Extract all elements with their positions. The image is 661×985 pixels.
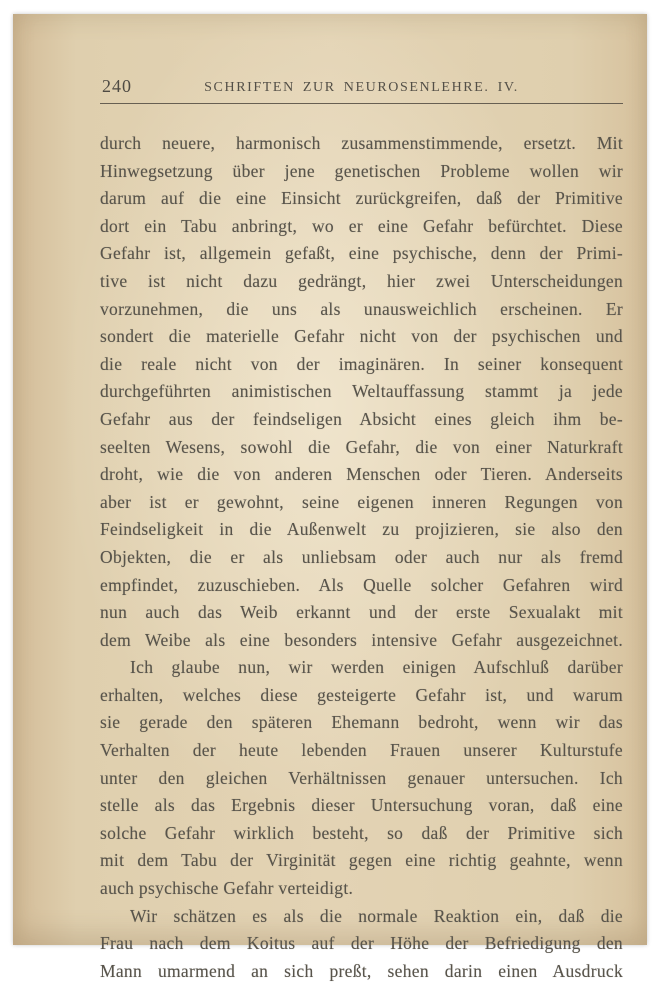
- text-line: darum auf die eine Einsicht zurückgreifen, daß der Primitive: [100, 188, 623, 209]
- text-line: durchgeführten animistischen Weltauffassung stammt ja jede: [100, 381, 623, 402]
- text-line: Verhalten der heute lebenden Frauen unserer Kulturstufe: [100, 740, 623, 761]
- text-line: Ich glaube nun, wir werden einigen Aufschluß darüber: [130, 657, 623, 678]
- text-line: empfindet, zuzuschieben. Als Quelle solcher Gefahren wird: [100, 574, 623, 595]
- text-line: nun auch das Weib erkannt und der erste Sexualakt mit: [100, 602, 623, 623]
- text-line: durch neuere, harmonisch zusammenstimmende, ersetzt. Mit: [100, 133, 623, 153]
- page-number: 240: [102, 76, 132, 96]
- page-text: [100, 130, 623, 985]
- page-content: [100, 74, 623, 985]
- text-line: Wir schätzen es als die normale Reaktion ein, daß die: [130, 905, 623, 926]
- text-line: sondert die materielle Gefahr nicht von der psychischen und: [100, 326, 623, 347]
- text-line: sie gerade den späteren Ehemann bedroht, wenn wir das: [100, 712, 623, 733]
- text-line: solche Gefahr wirklich besteht, so daß der Primitive sich: [100, 822, 623, 843]
- text-line: tive ist nicht dazu gedrängt, hier zwei Unterscheidungen: [100, 270, 623, 291]
- text-line: Gefahr ist, allgemein gefaßt, eine psychische, denn der Primi-: [100, 243, 623, 264]
- text-line: auch psychische Gefahr verteidigt.: [100, 878, 354, 899]
- text-line: Feindseligkeit in die Außenwelt zu projizieren, sie also den: [100, 519, 623, 540]
- text-line: Objekten, die er als unliebsam oder auch nur als fremd: [100, 546, 623, 567]
- book-page: [13, 14, 647, 981]
- text-line: Hinwegsetzung über jene genetischen Probleme wollen wir: [100, 160, 623, 181]
- text-line: unter den gleichen Verhältnissen genauer untersuchen. Ich: [100, 767, 623, 788]
- text-line: Frau nach dem Koitus auf der Höhe der Befriedigung den: [100, 933, 623, 954]
- text-line: dort ein Tabu anbringt, wo er eine Gefahr befürchtet. Diese: [100, 215, 623, 236]
- running-head: [100, 74, 623, 104]
- text-line: mit dem Tabu der Virginität gegen eine richtig geahnte, wenn: [100, 850, 623, 871]
- text-line: droht, wie die von anderen Menschen oder Tieren. Anderseits: [100, 464, 623, 485]
- header-rule: [100, 103, 623, 104]
- running-title: SCHRIFTEN ZUR NEUROSENLEHRE. IV.: [204, 80, 519, 95]
- text-line: aber ist er gewohnt, seine eigenen inneren Regungen von: [100, 491, 623, 512]
- text-line: seelten Wesens, sowohl die Gefahr, die von einer Naturkraft: [100, 436, 623, 457]
- text-line: dem Weibe als eine besonders intensive Gefahr ausgezeichnet.: [100, 629, 623, 650]
- text-line: stelle als das Ergebnis dieser Untersuchung voran, daß eine: [100, 795, 623, 816]
- text-line: Gefahr aus der feindseligen Absicht eines gleich ihm be-: [100, 408, 623, 429]
- text-line: die reale nicht von der imaginären. In seiner konsequent: [100, 353, 623, 374]
- text-line: Mann umarmend an sich preßt, sehen darin einen Ausdruck: [100, 960, 623, 981]
- text-line: erhalten, welches diese gesteigerte Gefahr ist, und warum: [100, 684, 623, 705]
- text-line: vorzunehmen, die uns als unausweichlich erscheinen. Er: [100, 298, 623, 319]
